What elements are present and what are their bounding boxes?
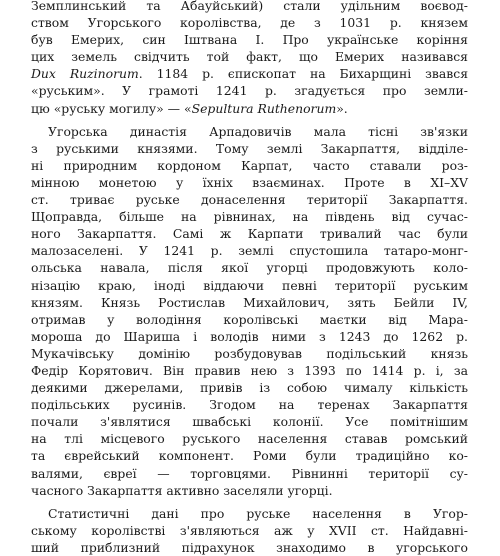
text-segment: валями, євреї — торговцями. Рівнинні території су- [31,465,468,481]
text-line [31,191,468,208]
text-segment: часного Закарпаття активно заселяли угорці. [31,482,333,498]
text-line [31,65,468,82]
text-line [31,413,468,430]
text-segment: та єврейський компонент. Роми були традиційно ко- [31,448,468,464]
paragraph-1 [31,0,468,117]
text-segment: ». [336,100,348,116]
text-line [31,208,468,225]
text-line [31,379,468,396]
text-segment: ший приблизний підрахунок знаходимо в угорського [31,539,468,555]
text-segment: ському королівстві з'являються аж у XVII ст. Найдавні- [31,522,468,538]
text-segment: ством Угорського королівства, де з 1031 р. князем [31,15,468,31]
text-segment: мороша до Шариша і володів ними з 1243 до 1262 р. [31,328,468,344]
text-line [31,140,468,157]
text-segment: отримав у володіння королівські маєтки від Мара- [31,311,468,327]
text-line [31,294,468,311]
text-segment: ні природним кордоном Карпат, часто ставали роз- [31,157,468,173]
text-line [31,82,468,99]
text-segment: на тлі місцевого руського населення ставав ромський [31,431,468,447]
text-line [31,242,468,259]
text-segment: мінною монетою у їхніх взаєминах. Проте в XI–XV [31,174,468,190]
text-line [31,100,468,117]
text-segment: Земплинський та Абауйський) стали удільним воєвод- [31,0,468,13]
text-segment: «руським». У грамоті 1241 р. згадується про земли- [31,83,468,99]
text-line [31,482,468,499]
paragraph-3 [31,505,468,556]
text-segment: був Емерих, син Іштвана І. Про українське коріння [31,32,468,48]
text-line [31,157,468,174]
text-line [31,277,468,294]
text-segment: Статистичні дані про руське населення в Угор- [48,505,468,521]
italic-text: Dux Ruzinorum [31,66,139,82]
text-line [31,465,468,482]
text-segment: почали з'являтися швабські колонії. Усе помітнішим [31,414,468,430]
text-line [31,505,468,522]
text-line [31,311,468,328]
text-segment: деякими джерелами, привів із собою чималу кількість [31,380,468,396]
text-segment: . 1184 р. єпископат на Бихарщині звався [138,66,469,82]
text-line [31,14,468,31]
document-page [31,0,468,556]
text-segment: ного Закарпаття. Самі ж Карпати тривалий час були [31,226,468,242]
text-line [31,430,468,447]
text-line [31,522,468,539]
text-line [31,328,468,345]
text-segment: цих земель свідчить той факт, що Емерих називався [31,49,468,65]
text-segment: подільських русинів. Згодом на теренах Закарпаття [31,397,468,413]
text-segment: Федір Корятович. Він правив нею з 1393 по 1414 р. і, за [31,362,468,378]
text-segment: з руськими князями. Тому землі Закарпаття, відділе- [31,140,468,156]
text-line [31,174,468,191]
text-line [31,123,468,140]
text-segment: нізацію краю, іноді віддаючи певні території руським [31,277,468,293]
text-segment: цю «руську могилу» — « [31,100,192,116]
text-segment: ольська навала, після якої угорці продовжують коло- [31,260,468,276]
text-segment: Мукачівську домінію розбудовував подільський князь [31,345,468,361]
text-line [31,447,468,464]
text-line [31,0,468,14]
text-segment: князям. Князь Ростислав Михайлович, зять Бейли IV, [31,294,468,310]
text-segment: Угорська династія Арпадовичів мала тісні зв'язки [48,123,468,139]
text-segment: малозаселені. У 1241 р. землі спустошила татаро-монг- [31,243,468,259]
text-line [31,396,468,413]
text-segment: Щоправда, більше на рівнинах, на південь від сучас- [31,209,468,225]
text-line [31,539,468,556]
italic-text: Sepultura Ruthenorum [191,100,337,116]
text-line [31,345,468,362]
text-line [31,259,468,276]
text-segment: ст. триває руське донаселення території Закарпаття. [31,192,468,208]
text-line [31,31,468,48]
text-line [31,48,468,65]
paragraph-2 [31,123,468,499]
text-line [31,362,468,379]
text-line [31,225,468,242]
